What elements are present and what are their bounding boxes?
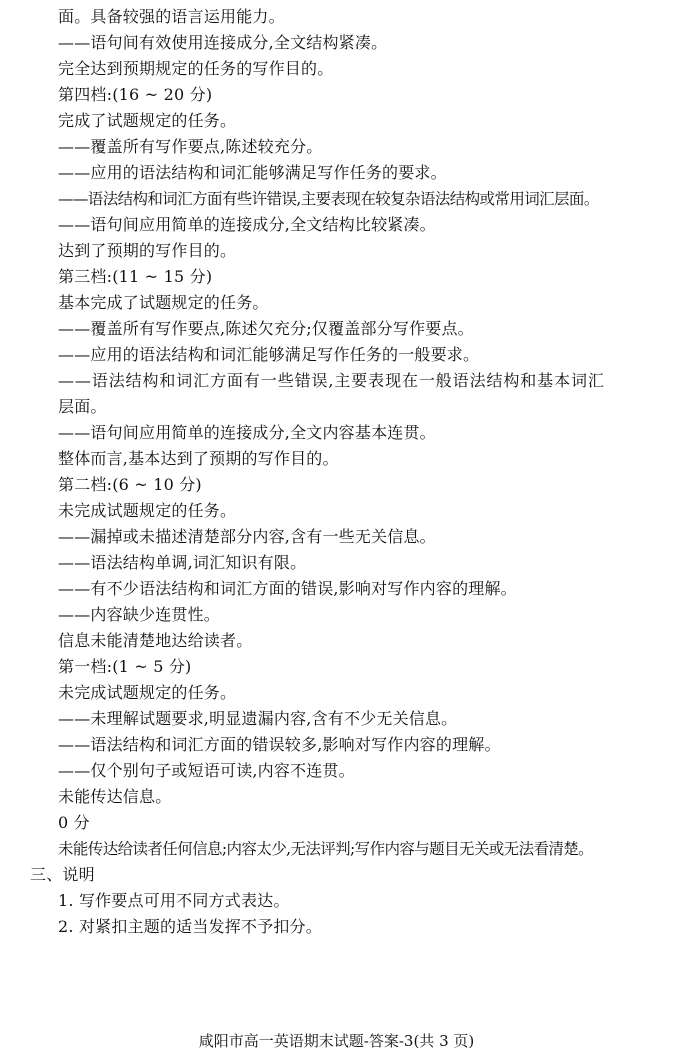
text-line: ——语句间有效使用连接成分,全文结构紧凑。 <box>58 33 388 52</box>
text-line: ——语法结构和词汇方面有一些错误,主要表现在一般语法结构和基本词汇 <box>58 371 605 390</box>
text-line: ——应用的语法结构和词汇能够满足写作任务的要求。 <box>58 163 447 182</box>
section-heading: 第一档:(1 ~ 5 分) <box>58 657 192 676</box>
text-line: 面。具备较强的语言运用能力。 <box>58 7 285 26</box>
list-item: 1. 写作要点可用不同方式表达。 <box>58 891 290 910</box>
text-line: 信息未能清楚地达给读者。 <box>58 631 253 650</box>
text-line: 达到了预期的写作目的。 <box>58 241 237 260</box>
section-heading: 三、说明 <box>30 865 95 884</box>
text-line: ——语法结构和词汇方面有些许错误,主要表现在较复杂语法结构或常用词汇层面。 <box>58 190 599 208</box>
text-line: ——覆盖所有写作要点,陈述较充分。 <box>58 137 323 156</box>
text-line: ——语句间应用简单的连接成分,全文结构比较紧凑。 <box>58 215 436 234</box>
page-footer: 咸阳市高一英语期末试题-答案-3(共 3 页) <box>198 1032 475 1050</box>
text-line: ——语法结构单调,词汇知识有限。 <box>58 553 307 572</box>
text-line: 完成了试题规定的任务。 <box>58 111 237 130</box>
text-line: 整体而言,基本达到了预期的写作目的。 <box>58 449 339 468</box>
section-heading: 0 分 <box>58 813 90 832</box>
text-line: 未能传达给读者任何信息;内容太少,无法评判;写作内容与题目无关或无法看清楚。 <box>58 840 594 858</box>
text-line: ——有不少语法结构和词汇方面的错误,影响对写作内容的理解。 <box>58 579 517 598</box>
section-heading: 第四档:(16 ~ 20 分) <box>58 85 213 104</box>
text-line: ——覆盖所有写作要点,陈述欠充分;仅覆盖部分写作要点。 <box>58 319 474 338</box>
text-line: ——语句间应用简单的连接成分,全文内容基本连贯。 <box>58 423 436 442</box>
list-item: 2. 对紧扣主题的适当发挥不予扣分。 <box>58 917 322 936</box>
text-line: ——漏掉或未描述清楚部分内容,含有一些无关信息。 <box>58 527 436 546</box>
text-line: ——语法结构和词汇方面的错误较多,影响对写作内容的理解。 <box>58 735 501 754</box>
text-line: 完全达到预期规定的任务的写作目的。 <box>58 59 334 78</box>
text-line: ——内容缺少连贯性。 <box>58 605 221 624</box>
section-heading: 第二档:(6 ~ 10 分) <box>58 475 202 494</box>
section-heading: 第三档:(11 ~ 15 分) <box>58 267 213 286</box>
text-line: ——仅个别句子或短语可读,内容不连贯。 <box>58 761 355 780</box>
text-line: 未能传达信息。 <box>58 787 172 806</box>
text-line: 层面。 <box>58 397 107 416</box>
text-line: 未完成试题规定的任务。 <box>58 501 237 520</box>
text-line: 基本完成了试题规定的任务。 <box>58 293 269 312</box>
text-line: ——未理解试题要求,明显遗漏内容,含有不少无关信息。 <box>58 709 458 728</box>
text-line: ——应用的语法结构和词汇能够满足写作任务的一般要求。 <box>58 345 480 364</box>
text-line: 未完成试题规定的任务。 <box>58 683 237 702</box>
